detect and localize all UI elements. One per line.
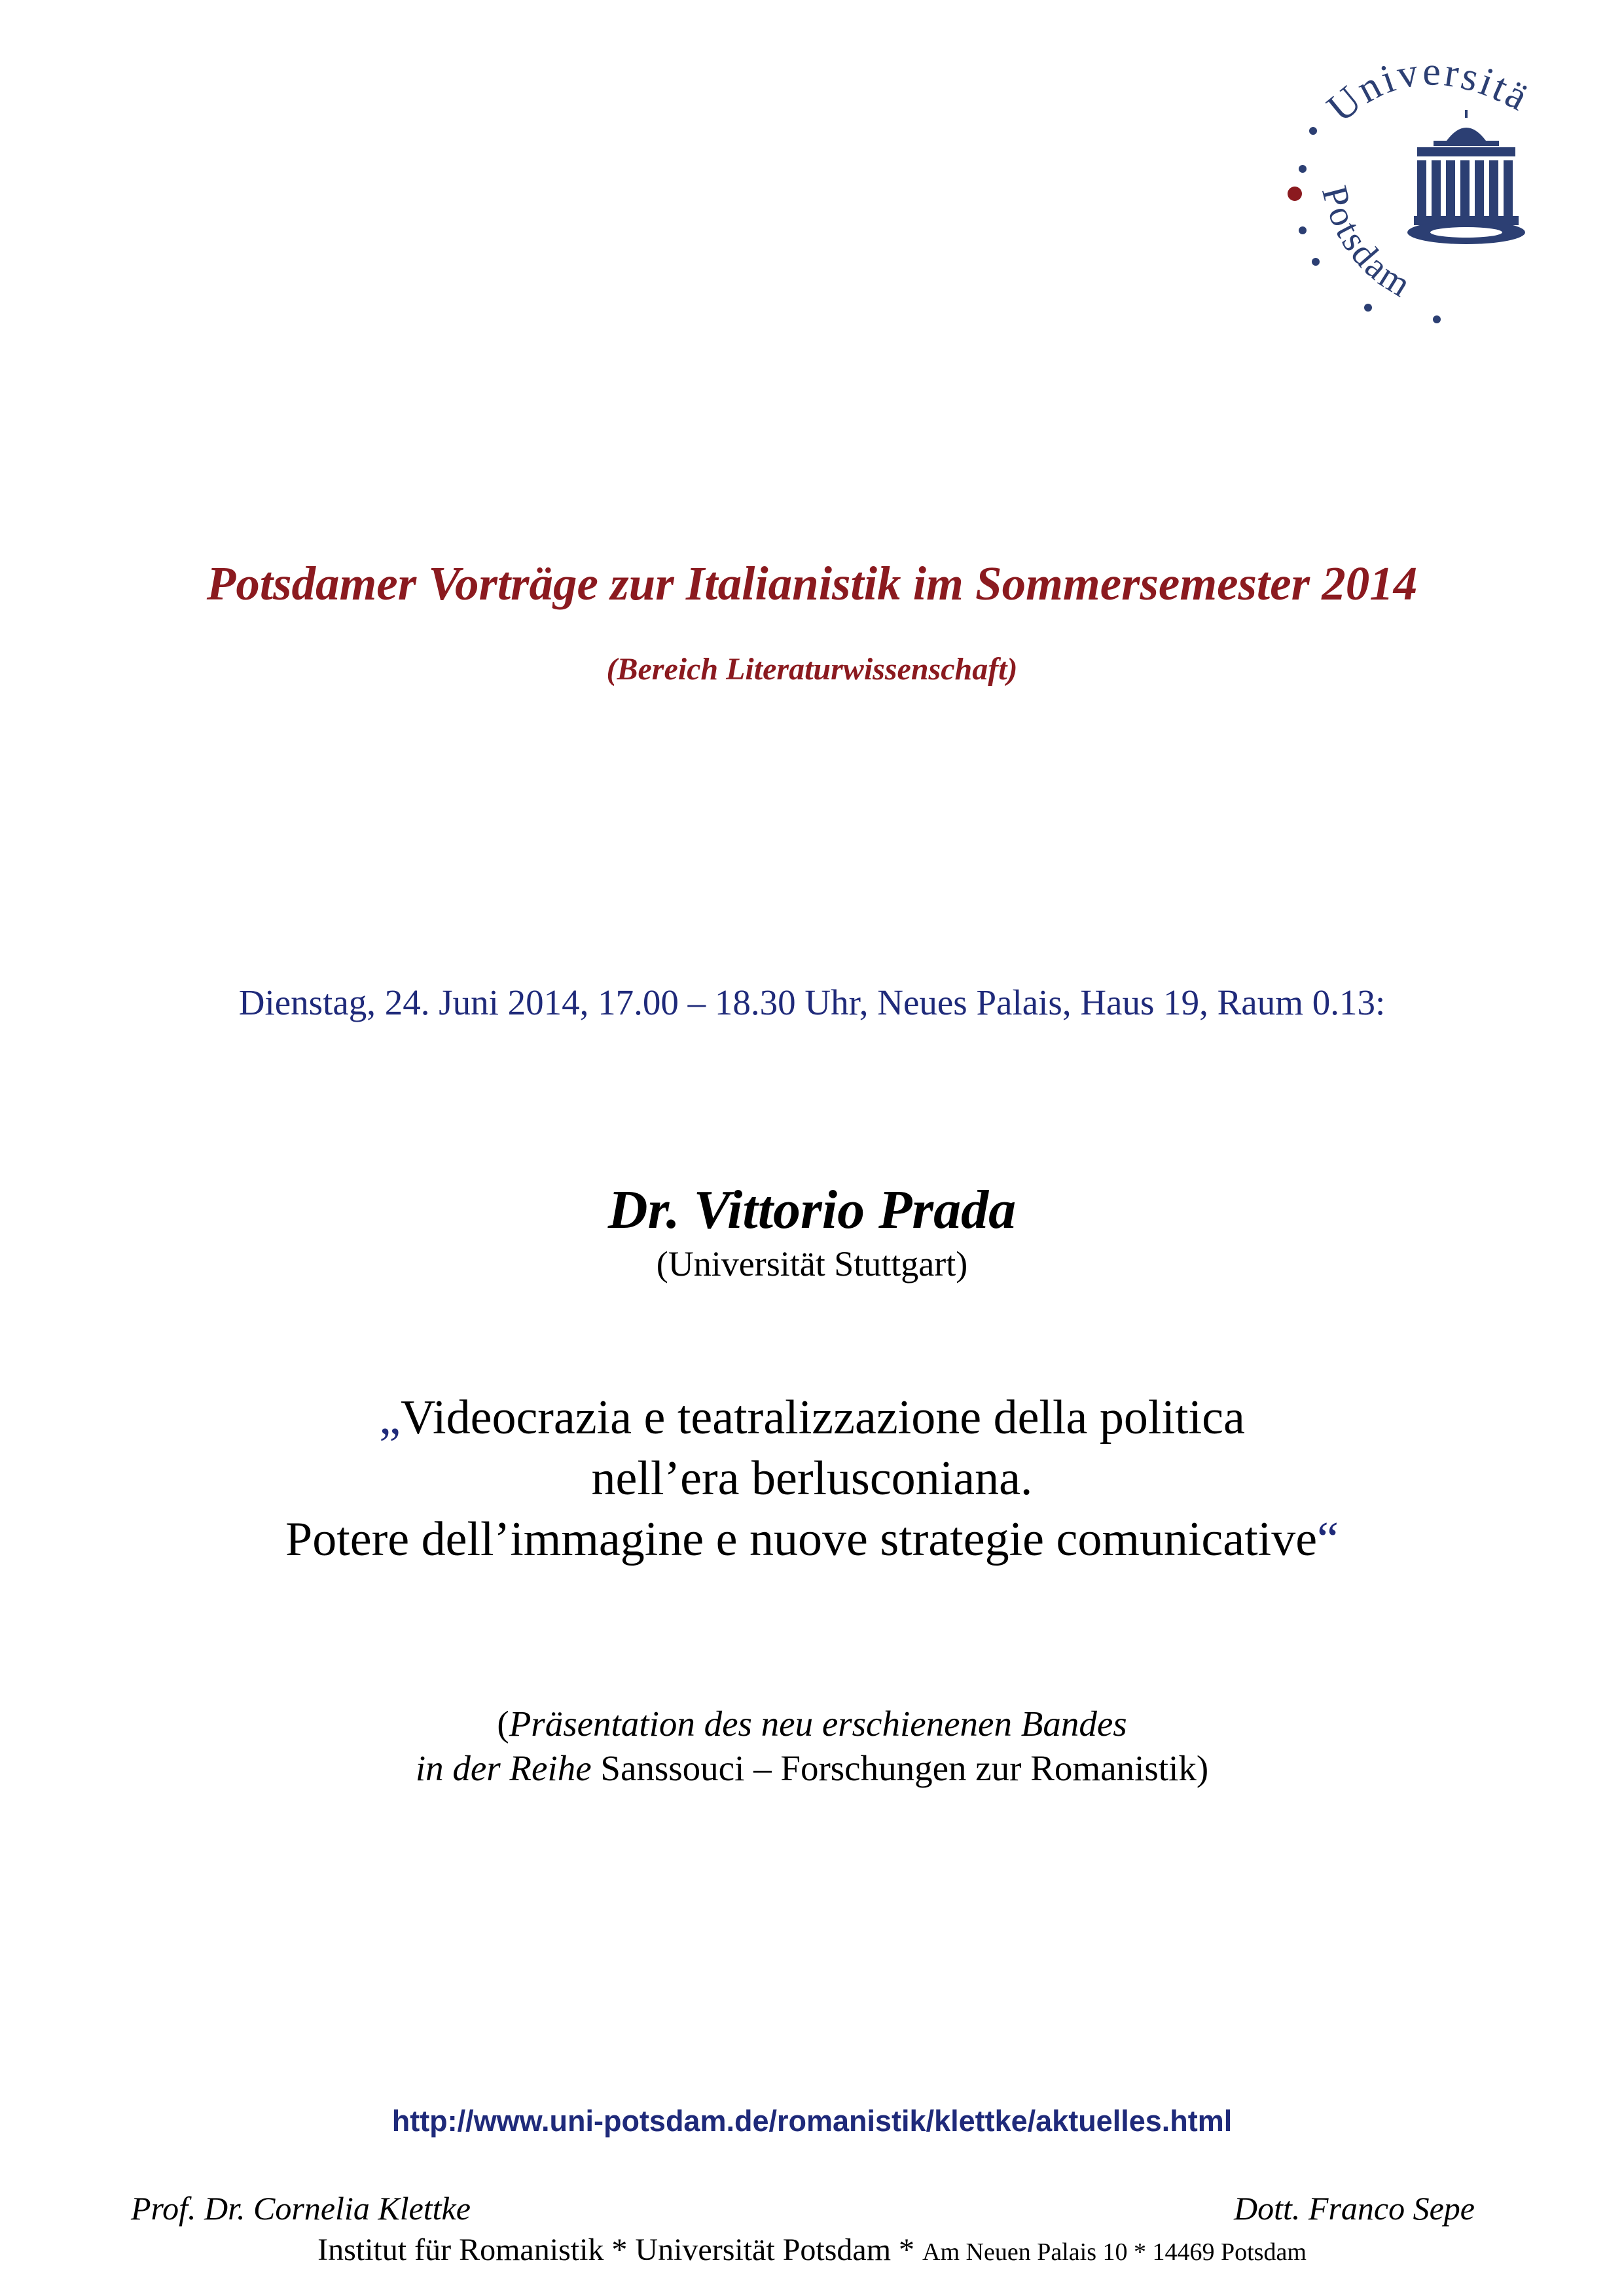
talk-title bbox=[0, 1388, 1624, 1570]
talk-title-line-3: Potere dell’immagine e nuove strategie comunicative“ bbox=[285, 1513, 1339, 1566]
open-quote: „ bbox=[379, 1391, 401, 1444]
university-logo bbox=[1283, 39, 1558, 340]
logo-graphic bbox=[1283, 39, 1558, 340]
svg-text:Potsdam bbox=[1314, 182, 1419, 306]
speaker-name: Dr. Vittorio Prada bbox=[607, 1179, 1017, 1240]
organizer-right: Dott. Franco Sepe bbox=[1234, 2190, 1475, 2227]
svg-text:Universität bbox=[1283, 39, 1538, 131]
talk-title-line-2: nell’era berlusconiana. bbox=[591, 1452, 1033, 1505]
logo-lower-text: Potsdam bbox=[1313, 181, 1420, 306]
series-subtitle: (Bereich Literaturwissenschaft) bbox=[606, 652, 1018, 687]
series-title: Potsdamer Vorträge zur Italianistik im Sommersemester 2014 bbox=[206, 557, 1418, 610]
website-link[interactable]: http://www.uni-potsdam.de/romanistik/klettke/aktuelles.html bbox=[391, 2104, 1233, 2138]
university-building-icon bbox=[1407, 110, 1525, 244]
institute-address: Institut für Romanistik * Universität Potsdam * Am Neuen Palais 10 * 14469 Potsdam bbox=[317, 2233, 1307, 2267]
book-presentation-note: (Präsentation des neu erschienenen Bandes in der Reihe Sanssouci – Forschungen zur Romanistik) bbox=[415, 1704, 1209, 1788]
logo-upper-text: Universitä bbox=[1318, 49, 1538, 131]
close-quote: “ bbox=[1317, 1513, 1339, 1566]
event-date-line: Dienstag, 24. Juni 2014, 17.00 – 18.30 Uhr, Neues Palais, Haus 19, Raum 0.13: bbox=[238, 982, 1386, 1022]
speaker-affiliation: (Universität Stuttgart) bbox=[656, 1244, 968, 1283]
organizer-left: Prof. Dr. Cornelia Klettke bbox=[131, 2190, 471, 2227]
talk-title-line-1: „Videocrazia e teatralizzazione della politica bbox=[379, 1391, 1245, 1444]
